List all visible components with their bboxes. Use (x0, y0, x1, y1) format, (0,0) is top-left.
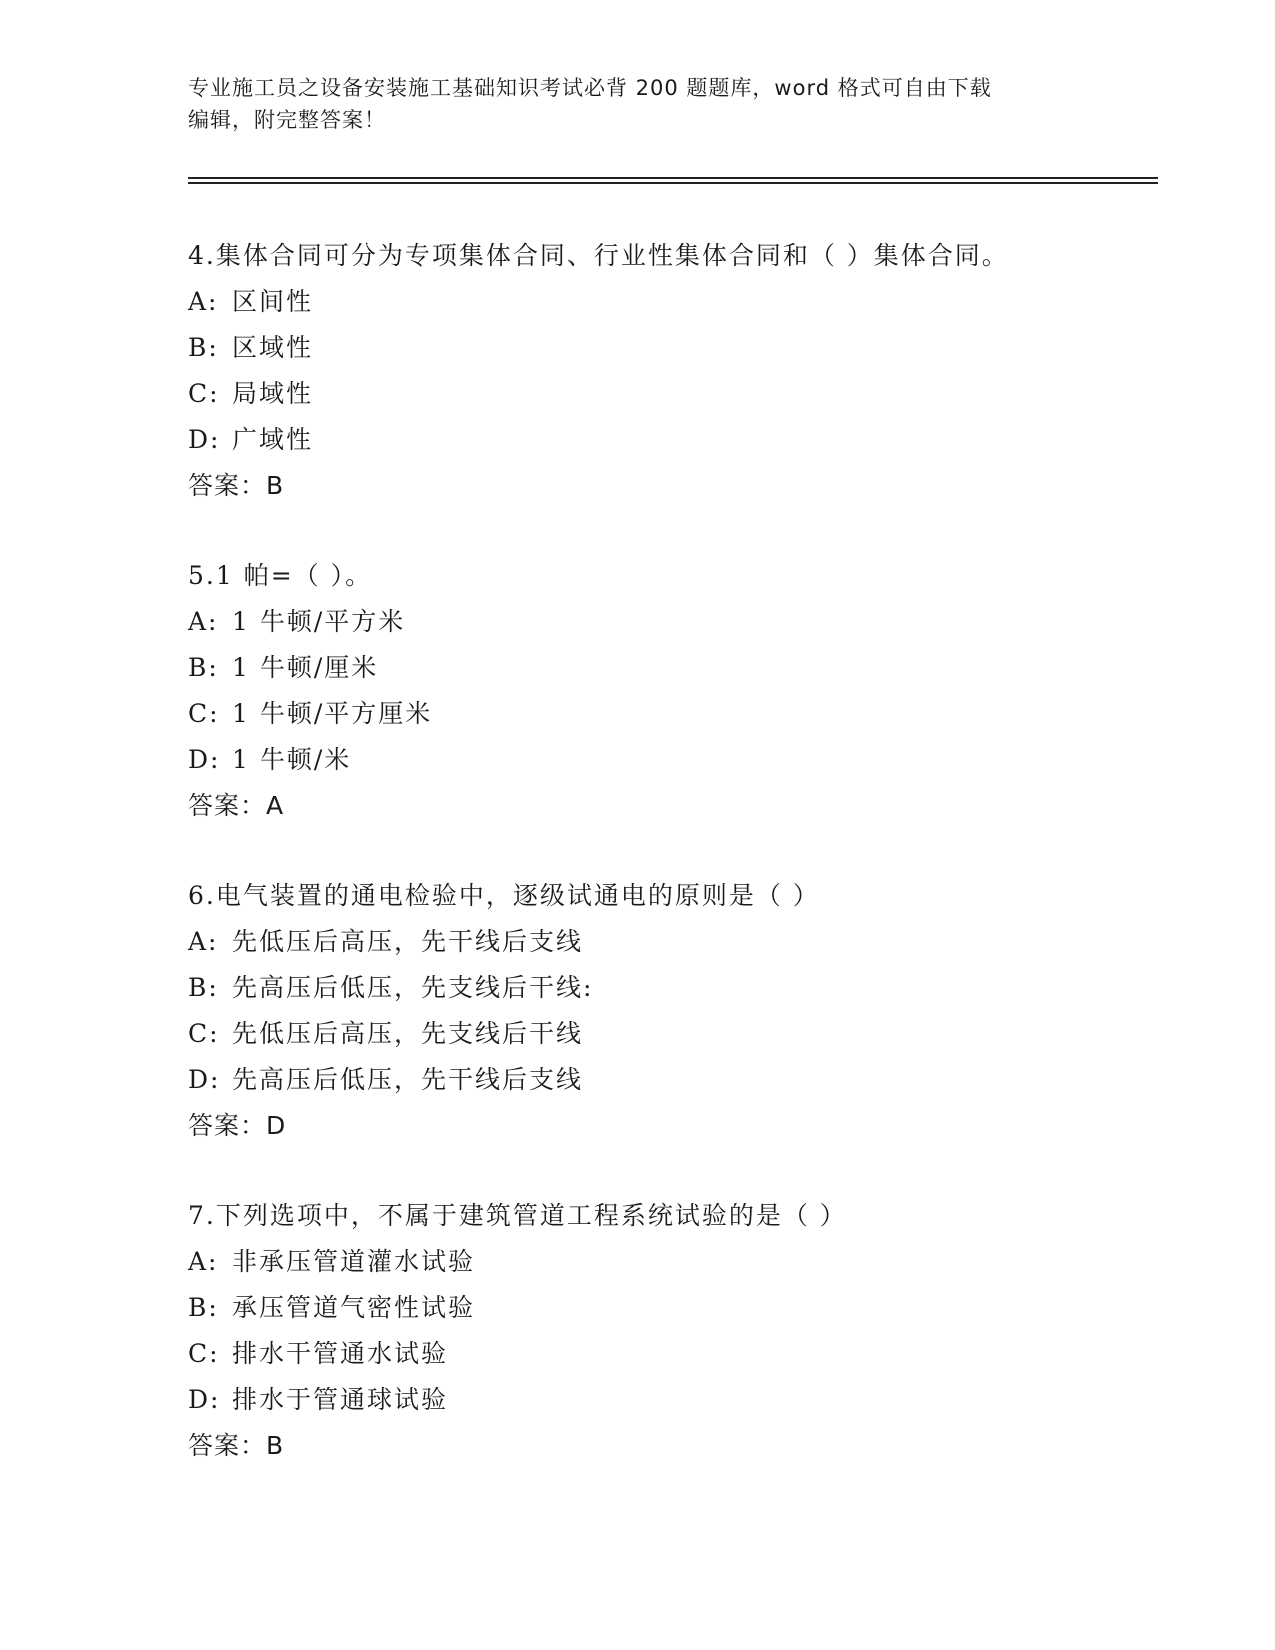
option-text: 局域性 (232, 379, 314, 408)
option-letter: D: (188, 1385, 221, 1414)
answer-line: 答案：B (188, 1431, 285, 1460)
option-text: 广域性 (232, 425, 314, 454)
option-text: 1 牛顿/平方厘米 (232, 699, 433, 728)
option-b (188, 1285, 1138, 1331)
option-text: 先低压后高压，先干线后支线 (232, 927, 584, 956)
answer-line: 答案：A (188, 791, 285, 820)
question-block (188, 553, 1138, 829)
question-block (188, 233, 1138, 509)
option-d (188, 1057, 1138, 1103)
option-text: 1 牛顿/米 (232, 745, 352, 774)
option-letter: B: (188, 333, 219, 362)
option-text: 区域性 (232, 333, 314, 362)
option-text: 1 牛顿/厘米 (232, 653, 379, 682)
option-letter: A: (188, 927, 219, 956)
option-text: 先高压后低压，先干线后支线 (232, 1065, 584, 1094)
option-b (188, 645, 1138, 691)
option-text: 承压管道气密性试验 (232, 1293, 476, 1322)
option-letter: C: (188, 379, 220, 408)
question-stem: 7.下列选项中，不属于建筑管道工程系统试验的是（ ） (188, 1201, 847, 1230)
option-text: 1 牛顿/平方米 (232, 607, 406, 636)
question-stem: 5.1 帕=（ ）。 (188, 561, 373, 590)
option-a (188, 1239, 1138, 1285)
option-text: 先低压后高压，先支线后干线 (232, 1019, 584, 1048)
option-c (188, 691, 1138, 737)
option-b (188, 965, 1138, 1011)
option-letter: A: (188, 607, 219, 636)
option-letter: D: (188, 745, 221, 774)
option-letter: C: (188, 699, 220, 728)
document-header (188, 72, 1088, 136)
question-block (188, 1193, 1138, 1469)
option-d (188, 417, 1138, 463)
option-text: 先高压后低压，先支线后干线: (232, 973, 594, 1002)
header-title-line-2: 编辑，附完整答案！ (188, 108, 386, 132)
option-letter: C: (188, 1339, 220, 1368)
option-letter: C: (188, 1019, 220, 1048)
option-a (188, 279, 1138, 325)
option-letter: B: (188, 1293, 219, 1322)
header-title-line-1: 专业施工员之设备安装施工基础知识考试必背 200 题题库，word 格式可自由下载 (188, 76, 992, 100)
option-text: 排水干管通水试验 (232, 1339, 449, 1368)
option-c (188, 1011, 1138, 1057)
option-letter: B: (188, 653, 219, 682)
option-d (188, 737, 1138, 783)
option-b (188, 325, 1138, 371)
option-text: 区间性 (232, 287, 314, 316)
header-divider-top (188, 177, 1158, 179)
option-letter: B: (188, 973, 219, 1002)
option-d (188, 1377, 1138, 1423)
header-divider-bottom (188, 182, 1158, 184)
option-text: 非承压管道灌水试验 (232, 1247, 476, 1276)
option-c (188, 371, 1138, 417)
option-a (188, 599, 1138, 645)
answer-line: 答案：D (188, 1111, 287, 1140)
option-letter: D: (188, 1065, 221, 1094)
question-stem: 6.电气装置的通电检验中，逐级试通电的原则是（ ） (188, 881, 820, 910)
option-letter: D: (188, 425, 221, 454)
option-c (188, 1331, 1138, 1377)
option-letter: A: (188, 1247, 219, 1276)
question-stem: 4.集体合同可分为专项集体合同、行业性集体合同和（ ）集体合同。 (188, 241, 1009, 270)
question-block (188, 873, 1138, 1149)
option-a (188, 919, 1138, 965)
answer-line: 答案：B (188, 471, 285, 500)
option-letter: A: (188, 287, 219, 316)
option-text: 排水于管通球试验 (232, 1385, 449, 1414)
